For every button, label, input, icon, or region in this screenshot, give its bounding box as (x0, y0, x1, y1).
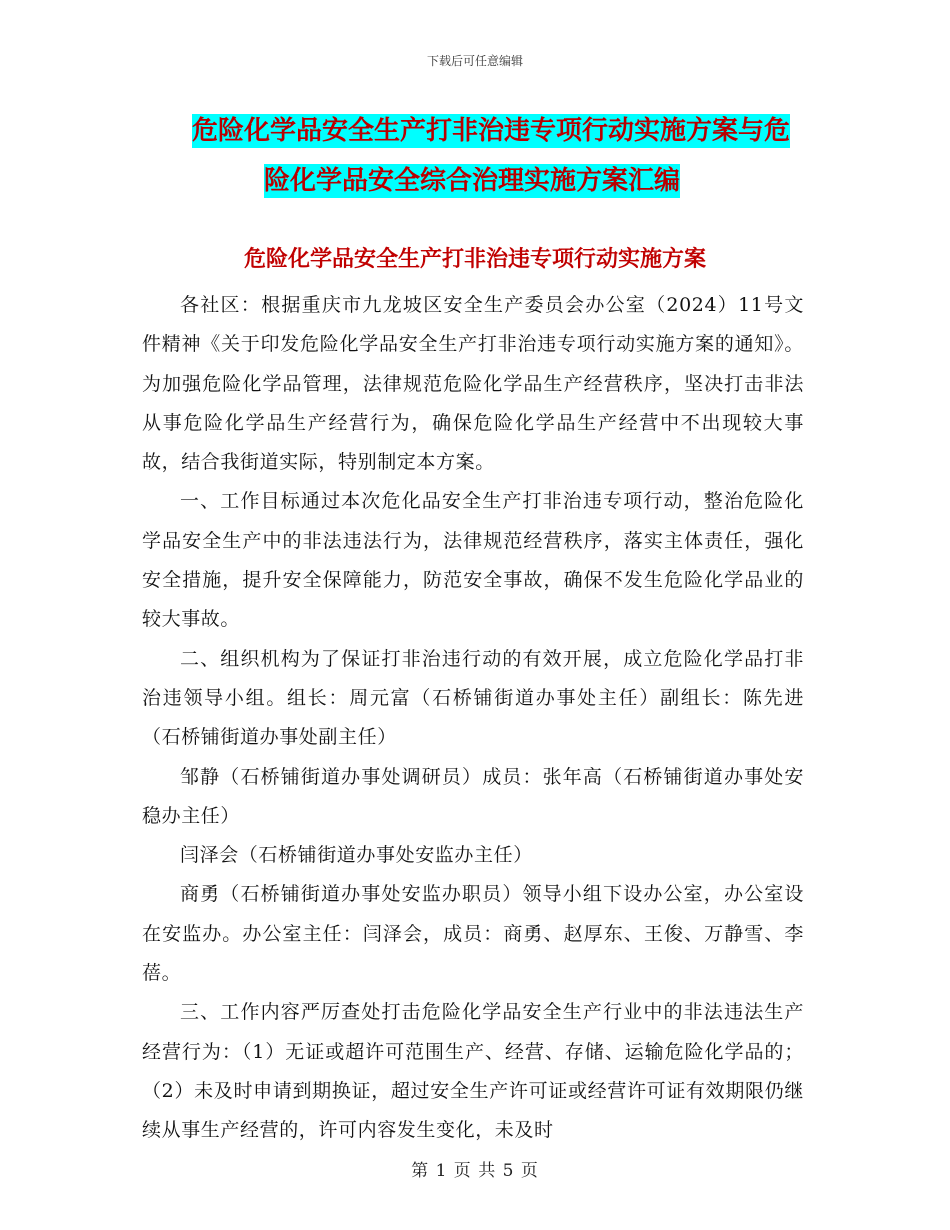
section-title: 危险化学品安全生产打非治违专项行动实施方案 (243, 247, 706, 272)
page-header-note: 下载后可任意编辑 (426, 54, 523, 68)
document-title-line-1: 危险化学品安全生产打非治违专项行动实施方案与危 (192, 116, 791, 146)
paragraph-members-1: 邹静（石桥铺街道办事处调研员）成员：张年高（石桥铺街道办事处安稳办主任） (142, 765, 804, 827)
document-title (140, 106, 830, 206)
paragraph-members-2: 闫泽会（石桥铺街道办事处安监办主任） (180, 844, 533, 867)
paragraph-intro: 各社区：根据重庆市九龙坡区安全生产委员会办公室（2024）11号文件精神《关于印发危险化学品安全生产打非治违专项行动实施方案的通知》。为加强危险化学品管理，法律规范危险化学品生产经营秩序，坚决打击非法从事危险化学品生产经营行为，确保危险化学品生产经营中不出现较大事故，结合我街道实际，特别制定本方案。 (142, 294, 804, 474)
paragraph-organization: 二、组织机构为了保证打非治违行动的有效开展，成立危险化学品打非治违领导小组。组长：周元富（石桥铺街道办事处主任）副组长：陈先进（石桥铺街道办事处副主任） (142, 647, 804, 749)
paragraph-work-goal: 一、工作目标通过本次危化品安全生产打非治违专项行动，整治危险化学品安全生产中的非法违法行为，法律规范经营秩序，落实主体责任，强化安全措施，提升安全保障能力，防范安全事故，确保不发生危险化学品业的较大事故。 (142, 490, 804, 631)
paragraph-work-content: 三、工作内容严厉查处打击危险化学品安全生产行业中的非法违法生产经营行为：（1）无证或超许可范围生产、经营、存储、运输危险化学品的；（2）未及时申请到期换证，超过安全生产许可证或经营许可证有效期限仍继续从事生产经营的，许可内容发生变化，未及时 (142, 1001, 804, 1142)
document-body (142, 286, 804, 1151)
document-title-line-2: 险化学品安全综合治理实施方案汇编 (264, 166, 681, 196)
paragraph-office: 商勇（石桥铺街道办事处安监办职员）领导小组下设办公室，办公室设在安监办。办公室主任：闫泽会，成员：商勇、赵厚东、王俊、万静雪、李蓓。 (142, 883, 804, 985)
page-number: 第 1 页 共 5 页 (411, 1161, 539, 1181)
